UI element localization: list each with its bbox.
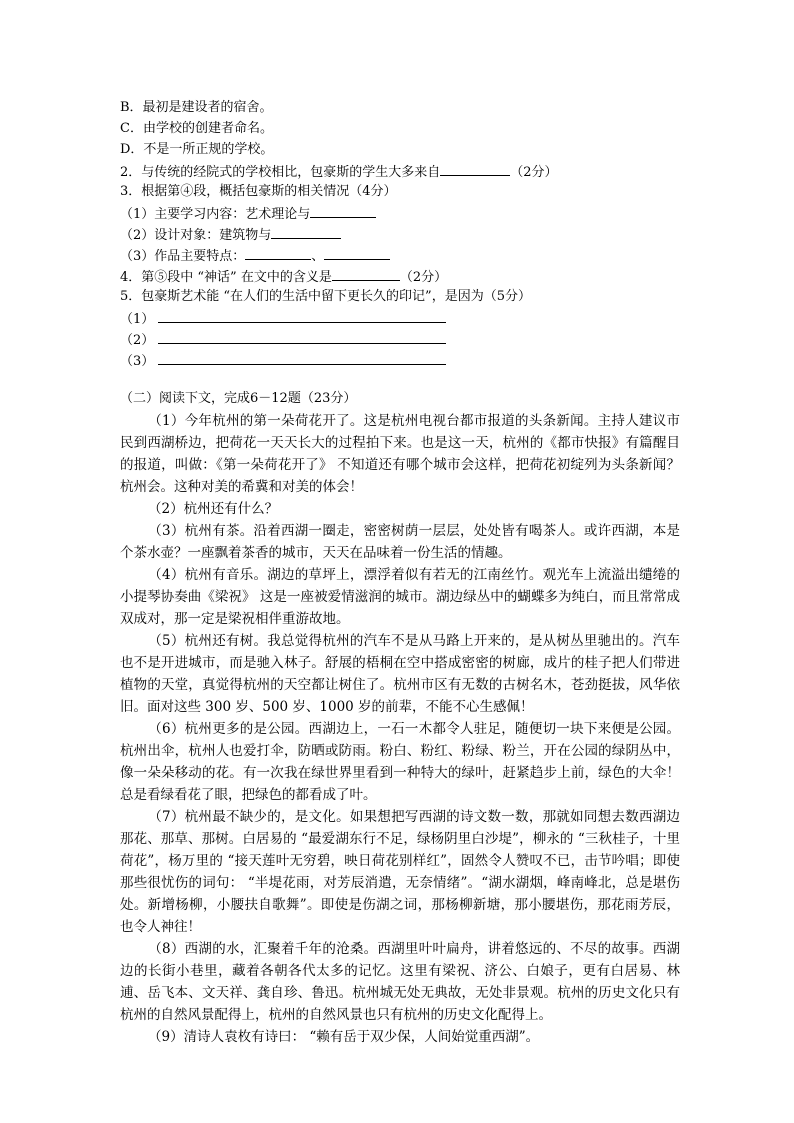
answer-blank[interactable] xyxy=(245,245,311,260)
section-2-title: （二）阅读下文，完成6－12题（23分） xyxy=(120,391,357,406)
option-c: C．由学校的创建者命名。 xyxy=(120,121,273,136)
question-5-line-3 xyxy=(120,350,446,372)
paragraph xyxy=(120,630,680,718)
paragraph-text: （4）杭州有音乐。湖边的草坪上，漂浮着似有若无的江南丝竹。观光车上流溢出缱绻的小提琴协奏曲《梁祝》 这是一座被爱情滋润的城市。湖边绿丛中的蝴蝶多为纯白，而且常常成双成对，那一定是梁祝相伴重游故地。 xyxy=(120,567,680,627)
question-5-line-1 xyxy=(120,308,446,330)
paragraph xyxy=(120,564,680,630)
question-4-text: 4．第⑤段中 “神话” 在文中的含义是 xyxy=(120,270,332,285)
item-label: （1） xyxy=(120,312,155,327)
option-b: B．最初是建设者的宿舍。 xyxy=(120,100,273,115)
answer-line[interactable] xyxy=(158,350,446,365)
question-3-item-1 xyxy=(120,203,376,225)
paragraph-text: （8）西湖的水，汇聚着千年的沧桑。西湖里叶叶扁舟，讲着悠远的、不尽的故事。西湖边的长街小巷里，藏着各朝各代太多的记忆。这里有梁祝、济公、白娘子，更有白居易、林逋、岳飞本、文天祥、龚自珍、鲁迅。杭州城无处无典故，无处非景观。杭州的历史文化只有杭州的自然风景配得上，杭州的自然风景也只有杭州的历史文化配得上。 xyxy=(120,941,680,1023)
answer-blank[interactable] xyxy=(324,245,390,260)
answer-blank[interactable] xyxy=(440,161,510,176)
paragraph xyxy=(120,938,680,1026)
question-3-item-2 xyxy=(120,224,341,246)
paragraph xyxy=(120,1026,680,1048)
question-3-item-3 xyxy=(120,245,390,267)
question-3: 3．根据第④段，概括包豪斯的相关情况（4分） xyxy=(120,184,397,199)
item-label: （2） xyxy=(120,333,155,348)
answer-blank[interactable] xyxy=(271,224,341,239)
reading-passage xyxy=(120,410,680,1048)
question-4-score: （2分） xyxy=(399,270,448,285)
option-d: D．不是一所正规的学校。 xyxy=(120,142,274,157)
paragraph-text: （2）杭州还有什么？ xyxy=(148,501,279,517)
question-4 xyxy=(120,266,447,288)
paragraph xyxy=(120,410,680,498)
paragraph xyxy=(120,520,680,564)
paragraph xyxy=(120,806,680,938)
answer-blank[interactable] xyxy=(332,266,400,281)
question-2-score: （2分） xyxy=(510,165,558,180)
item-label: （1）主要学习内容：艺术理论与 xyxy=(120,207,311,222)
separator: 、 xyxy=(311,249,325,264)
answer-line[interactable] xyxy=(158,308,446,323)
paragraph-text: （6）杭州更多的是公园。西湖边上，一石一木都令人驻足，随便切一块下来便是公园。杭州出伞，杭州人也爱打伞，防晒或防雨。粉白、粉红、粉绿、粉兰，开在公园的绿阴丛中，像一朵朵移动的花。有一次我在绿世界里看到一种特大的绿叶，赶紧趋步上前，绿色的大伞！总是看绿看花了眼，把绿色的都看成了叶。 xyxy=(120,721,680,803)
question-2 xyxy=(120,161,558,183)
paragraph-text: （3）杭州有茶。沿着西湖一圈走，密密树荫一层层，处处皆有喝茶人。或许西湖，本是个茶水壶？一座飘着茶香的城市，天天在品味着一份生活的情趣。 xyxy=(120,523,680,561)
item-label: （3）作品主要特点： xyxy=(120,249,246,264)
paragraph-text: （5）杭州还有树。我总觉得杭州的汽车不是从马路上开来的，是从树丛里驰出的。汽车也不是开进城市，而是驰入林子。舒展的梧桐在空中搭成密密的树廊，成片的桂子把人们带进植物的天堂，真觉得杭州的天空都让树住了。杭州市区有无数的古树名木，苍劲挺拔，风华依旧。面对这些 300 岁、500 岁、1000 岁的前辈，不能不心生感佩！ xyxy=(120,633,680,715)
paragraph-text: （1）今年杭州的第一朵荷花开了。这是杭州电视台都市报道的头条新闻。主持人建议市民到西湖桥边，把荷花一天天长大的过程拍下来。也是这一天，杭州的《都市快报》有篇醒目的报道，叫做：《第一朵荷花开了》 不知道还有哪个城市会这样，把荷花初绽列为头条新闻？杭州会。这种对美的希冀和对美的体会！ xyxy=(120,413,680,495)
paragraph-text: （9）清诗人袁枚有诗曰： “赖有岳于双少保，人间始觉重西湖”。 xyxy=(148,1029,540,1045)
question-2-text: 2．与传统的经院式的学校相比，包豪斯的学生大多来自 xyxy=(120,165,441,180)
answer-blank[interactable] xyxy=(310,203,376,218)
item-label: （2）设计对象：建筑物与 xyxy=(120,228,272,243)
paragraph xyxy=(120,498,680,520)
question-5: 5．包豪斯艺术能 “在人们的生活中留下更长久的印记”，是因为（5分） xyxy=(120,289,531,304)
question-5-line-2 xyxy=(120,329,446,351)
answer-line[interactable] xyxy=(158,329,446,344)
paragraph xyxy=(120,718,680,806)
paragraph-text: （7）杭州最不缺少的，是文化。如果想把写西湖的诗文数一数，那就如同想去数西湖边那花、那草、那树。白居易的 “最爱湖东行不足，绿杨阴里白沙堤”，柳永的 “三秋桂子，十里荷花”，杨万里的 “接天莲叶无穷碧，映日荷花别样红”，固然令人赞叹不已，击节吟唱；即使那些很忧伤的词句： “半堤花雨，对芳辰消遣，无奈情绪”。“湖水湖烟，峰南峰北，总是堪伤处。新增杨柳，小腰扶自歌舞”。即使是伤湖之词，那杨柳新塘，那小腰堪伤，那花雨芳辰，也令人神往！ xyxy=(120,809,680,935)
item-label: （3） xyxy=(120,354,155,369)
